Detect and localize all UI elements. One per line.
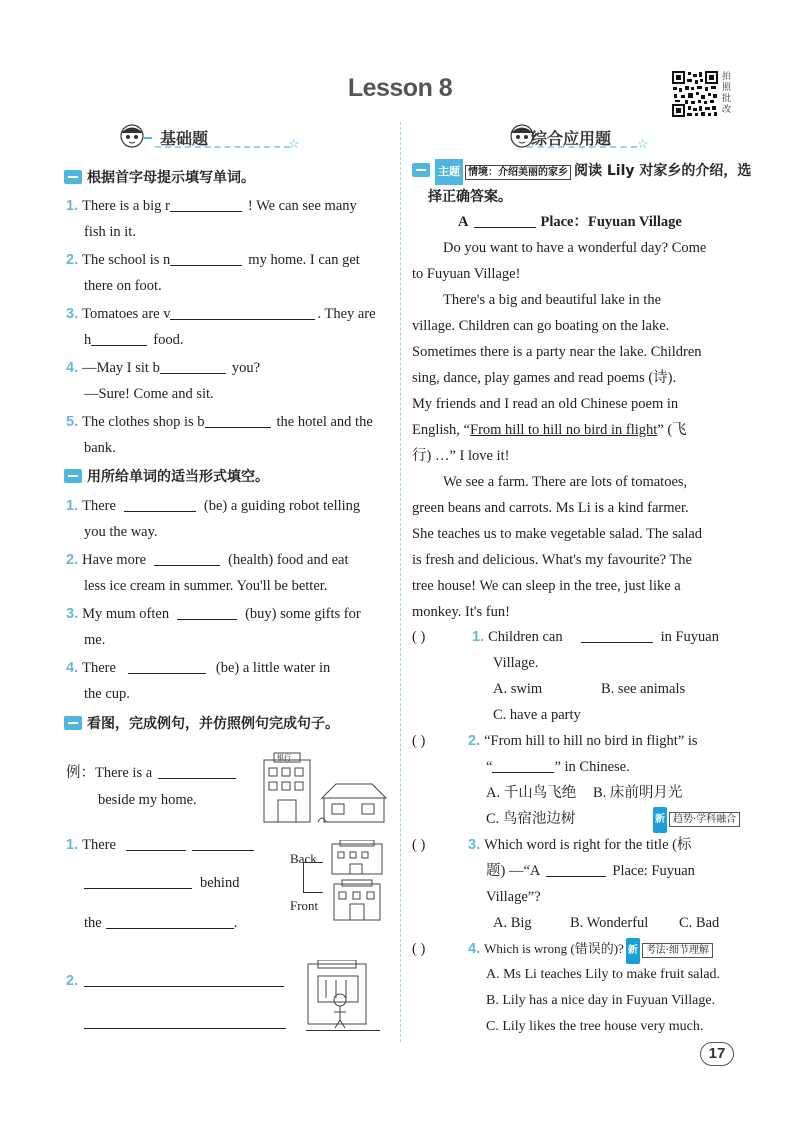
question-number: 2.	[66, 552, 79, 568]
question-number: 4.	[468, 941, 481, 957]
part-three-marker-icon	[64, 716, 82, 730]
question	[66, 301, 376, 327]
question-number: 3.	[66, 606, 79, 622]
answer-blank[interactable]	[160, 358, 226, 374]
answer-bracket[interactable]: ( )	[412, 837, 426, 853]
question-text: Tomatoes are v	[82, 306, 171, 322]
answer-blank[interactable]	[128, 658, 206, 674]
question-text: Village”?	[486, 889, 541, 905]
passage-line	[412, 417, 687, 443]
answer-blank[interactable]	[581, 627, 653, 643]
page-title: Lesson 8	[347, 74, 453, 102]
question-text: The school is n	[82, 252, 171, 268]
question-number: 1.	[66, 498, 79, 514]
qr-caption: 拍照批改	[722, 72, 732, 115]
tag-text: 考法·细节理解	[642, 943, 713, 958]
question-text: Have more	[82, 552, 147, 568]
question-text: Which is wrong (错误的)?	[484, 941, 624, 956]
question-number: 3.	[468, 837, 481, 853]
choice-question	[412, 936, 713, 964]
new-badge: 新	[626, 938, 640, 964]
answer-blank[interactable]	[170, 250, 242, 266]
question-number: 3.	[66, 306, 79, 322]
question-text: Place: Fuyuan	[612, 863, 695, 879]
section-header-applied	[455, 122, 755, 152]
question-number: 1.	[66, 837, 79, 853]
column-divider	[400, 122, 401, 1042]
question-text: (health) food and eat	[228, 552, 349, 568]
question-number: 2.	[66, 252, 79, 268]
heading-text: 用所给单词的适当形式填空。	[87, 469, 269, 485]
question-text: the	[84, 915, 102, 931]
question-text: food.	[153, 332, 184, 348]
answer-blank[interactable]	[205, 412, 271, 428]
question	[84, 1010, 286, 1036]
option-c[interactable]: C. Bad	[679, 915, 720, 931]
star-icon: ☆	[288, 136, 300, 151]
heading-text: 阅读 Lily 对家乡的介绍，选	[574, 163, 752, 179]
underlined-poem: From hill to hill no bird in flight	[470, 422, 658, 438]
new-badge: 新	[653, 807, 667, 833]
passage-line: village. Children can go boating on the lake.	[412, 318, 670, 334]
answer-blank[interactable]	[126, 835, 186, 851]
question	[66, 355, 260, 381]
front-label: Front	[290, 898, 319, 913]
option-b[interactable]: B. see animals	[601, 681, 686, 697]
question-text: There	[82, 498, 116, 514]
question-text: “	[486, 759, 493, 775]
passage-title-text: Place：Fuyuan Village	[540, 214, 682, 230]
question	[84, 327, 183, 353]
question-text: —Sure! Come and sit.	[84, 386, 214, 402]
question-text: less ice cream in summer. You'll be better.	[84, 578, 328, 594]
passage-line: Sometimes there is a party near the lake. Children	[412, 344, 702, 360]
two-buildings-picture	[326, 840, 388, 927]
section-title: 综合应用题	[531, 129, 612, 148]
passage-line: to Fuyuan Village!	[412, 266, 521, 282]
question-number: 2.	[468, 733, 481, 749]
passage-line: She teaches us to make vegetable salad. The salad	[412, 526, 703, 542]
passage-text: ” (飞	[657, 422, 687, 438]
page-number: 17	[700, 1042, 734, 1066]
passage-line: My friends and I read an old Chinese poem in	[412, 396, 679, 412]
passage-line: sing, dance, play games and read poems (诗).	[412, 370, 677, 386]
option-b[interactable]: B. Lily has a nice day in Fuyuan Village.	[486, 993, 716, 1008]
heading-text: 择正确答案。	[428, 189, 512, 205]
answer-blank[interactable]	[91, 330, 147, 346]
back-front-connector	[303, 862, 304, 892]
passage-line: We see a farm. There are lots of tomatoes,	[443, 474, 688, 490]
tag-text: 趋势·学科融合	[669, 812, 740, 827]
question-text: my home. I can get	[248, 252, 360, 268]
question-text: The clothes shop is b	[82, 414, 205, 430]
question-text: —May I sit b	[82, 360, 160, 376]
question-number: 4.	[66, 360, 79, 376]
option-b[interactable]: B. 床前明月光	[593, 785, 683, 801]
answer-blank[interactable]	[170, 196, 242, 212]
question-text: “From hill to hill no bird in flight” is	[484, 733, 698, 749]
question-text: (be) a guiding robot telling	[203, 498, 361, 514]
question	[486, 754, 630, 780]
shop-with-boy-picture	[300, 960, 376, 1035]
answer-bracket[interactable]: ( )	[412, 941, 426, 957]
question-text: h	[84, 332, 92, 348]
question	[66, 493, 360, 519]
question	[66, 601, 361, 627]
question-text: the cup.	[84, 686, 130, 702]
option-a[interactable]: A. Big	[493, 915, 532, 931]
choice-question	[412, 832, 691, 858]
answer-blank[interactable]	[84, 1013, 286, 1029]
answer-blank[interactable]	[158, 763, 236, 779]
back-connector-tick	[303, 862, 323, 863]
question-text: (be) a little water in	[215, 660, 331, 676]
passage-text: English, “	[412, 422, 470, 438]
passage-line: tree house! We can sleep in the tree, just like a	[412, 578, 681, 594]
right-column	[455, 122, 755, 152]
question-text: Children can	[488, 629, 563, 645]
question-text: There is a big r	[82, 198, 170, 214]
passage-title-text: A	[458, 214, 469, 230]
part2-heading	[64, 464, 269, 490]
option-a[interactable]: A. swim	[493, 681, 543, 697]
question-text: beside my home.	[98, 792, 197, 808]
answer-blank[interactable]	[192, 835, 254, 851]
question-number: 1.	[472, 629, 485, 645]
answer-blank[interactable]	[84, 971, 284, 987]
question-text: .	[233, 915, 238, 931]
question	[66, 655, 330, 681]
question	[66, 247, 360, 273]
question	[486, 858, 695, 884]
choice-question	[412, 624, 719, 650]
passage-line: Do you want to have a wonderful day? Come	[443, 240, 707, 256]
option-c[interactable]: C. 鸟宿池边树	[486, 811, 576, 827]
question-text: behind	[200, 875, 240, 891]
question	[84, 870, 239, 896]
question-text: There	[82, 837, 116, 853]
heading-text: 根据首字母提示填写单词。	[87, 170, 255, 186]
question	[66, 547, 349, 573]
question-number: 2.	[66, 973, 79, 989]
question-text: you?	[231, 360, 261, 376]
option-c[interactable]: C. have a party	[493, 707, 581, 723]
answer-blank[interactable]	[154, 550, 220, 566]
answer-bracket[interactable]: ( )	[412, 733, 426, 749]
question	[66, 832, 254, 858]
question-text: fish in it.	[84, 224, 136, 240]
answer-blank[interactable]	[492, 757, 554, 773]
mascot-icon	[110, 122, 154, 157]
answer-bracket[interactable]: ( )	[412, 629, 426, 645]
question-text: There	[82, 660, 116, 676]
part-one-marker-icon	[64, 170, 82, 184]
question	[66, 409, 373, 435]
back-label: Back	[290, 851, 317, 866]
question-number: 5.	[66, 414, 79, 430]
passage-line: is fresh and delicious. What's my favourite? The	[412, 552, 692, 568]
question-text: me.	[84, 632, 106, 648]
part4-heading	[412, 158, 751, 185]
question-text: the hotel and the	[276, 414, 373, 430]
answer-blank[interactable]	[106, 913, 234, 929]
bank-sign: 银行	[277, 754, 291, 762]
heading-text: 看图，完成例句，并仿照例句完成句子。	[87, 716, 339, 732]
answer-blank[interactable]	[84, 873, 192, 889]
question-number: 1.	[66, 198, 79, 214]
choice-question	[412, 728, 698, 754]
front-connector-tick	[303, 892, 323, 893]
question-text: (buy) some gifts for	[245, 606, 361, 622]
question-text: . They are	[317, 306, 376, 322]
passage-line: green beans and carrots. Ms Li is a kind farmer.	[412, 500, 689, 516]
question-text: in Fuyuan	[660, 629, 719, 645]
question-text: ” in Chinese.	[554, 759, 630, 775]
part1-heading	[64, 165, 255, 191]
passage-title	[458, 209, 682, 235]
star-icon: ☆	[637, 136, 649, 151]
answer-blank[interactable]	[177, 604, 237, 620]
passage-line: monkey. It's fun!	[412, 604, 510, 620]
question-text: there on foot.	[84, 278, 162, 294]
example-sentence	[66, 760, 236, 786]
part3-heading	[64, 711, 339, 737]
bank-house-picture	[262, 752, 390, 829]
passage-line: There's a big and beautiful lake in the	[443, 292, 662, 308]
theme-subtag: 情境：介绍美丽的家乡	[465, 165, 571, 180]
question-text: There is a	[95, 765, 153, 781]
option-a[interactable]: A. Ms Li teaches Lily to make fruit salad.	[486, 967, 721, 982]
question	[84, 910, 237, 936]
section-underline	[155, 146, 290, 148]
question-text: Which word is right for the title (标	[484, 837, 692, 853]
option-a[interactable]: A. 千山鸟飞绝	[486, 785, 577, 801]
question-text: bank.	[84, 440, 116, 456]
question-text: Village.	[493, 655, 539, 671]
question	[66, 193, 357, 219]
part-four-marker-icon	[412, 163, 430, 177]
answer-blank[interactable]	[124, 496, 196, 512]
qr-code[interactable]	[671, 70, 719, 118]
trend-tag	[653, 805, 740, 833]
theme-tag: 主题	[435, 159, 463, 185]
question	[66, 968, 284, 994]
question-text: you the way.	[84, 524, 158, 540]
answer-blank[interactable]	[474, 212, 536, 228]
option-c[interactable]: C. Lily likes the tree house very much.	[486, 1019, 704, 1034]
section-title: 基础题	[160, 129, 209, 148]
question-text: My mum often	[82, 606, 170, 622]
part-two-marker-icon	[64, 469, 82, 483]
option-b[interactable]: B. Wonderful	[570, 915, 649, 931]
section-header-basic	[60, 122, 390, 152]
question-text: ! We can see many	[247, 198, 357, 214]
answer-blank[interactable]	[546, 861, 606, 877]
left-column	[60, 122, 390, 152]
example-label: 例：	[66, 765, 95, 781]
question-text: 题) —“A	[486, 863, 541, 879]
answer-blank[interactable]	[170, 304, 315, 320]
passage-line: 行) …” I love it!	[412, 448, 510, 464]
question-number: 4.	[66, 660, 79, 676]
section-underline	[527, 146, 637, 148]
